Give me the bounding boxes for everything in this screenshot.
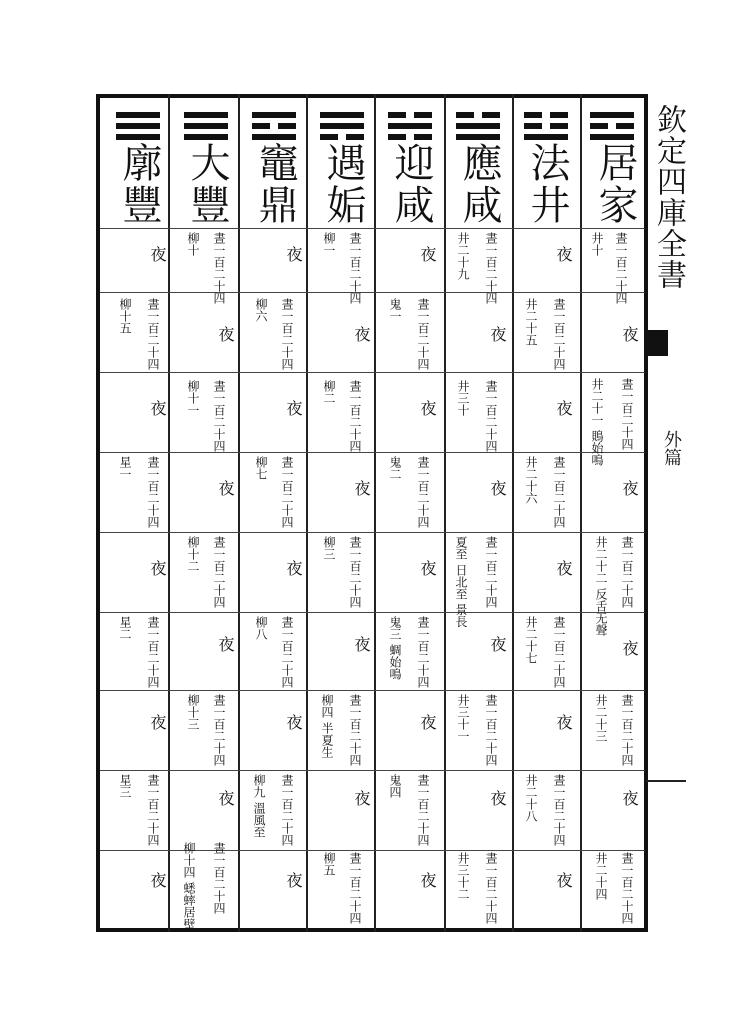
table-cell: 夜 bbox=[284, 560, 303, 576]
table-cell: 星三 bbox=[118, 774, 132, 798]
hexagram-icon bbox=[252, 112, 296, 145]
table-cell: 柳十三 bbox=[186, 694, 200, 730]
table-cell: 柳三 bbox=[322, 536, 336, 560]
table-cell: 井二十二 反舌无聲 bbox=[594, 536, 608, 636]
table-cell: 柳四 半夏生 bbox=[320, 694, 334, 758]
row-rule bbox=[100, 228, 645, 229]
table-cell: 夜 bbox=[148, 872, 167, 888]
table-cell: 柳九 溫風至 bbox=[252, 774, 266, 838]
gua-name: 法井 bbox=[524, 142, 570, 226]
table-cell: 晝一百二十四 bbox=[146, 456, 160, 528]
gua-name: 遇姤 bbox=[320, 142, 366, 226]
table-cell: 夜 bbox=[352, 480, 371, 496]
table-cell: 夜 bbox=[620, 790, 639, 806]
table-cell: 星二 bbox=[118, 616, 132, 640]
table-cell: 夜 bbox=[284, 714, 303, 730]
table-cell: 鬼三 蜩始鳴 bbox=[388, 616, 402, 680]
table-cell: 晝一百二十四 bbox=[620, 378, 634, 450]
column-divider bbox=[306, 94, 308, 932]
table-cell: 柳五 bbox=[322, 852, 336, 876]
table-cell: 晝一百二十四 bbox=[484, 380, 498, 452]
table-cell: 晝一百二十四 bbox=[620, 694, 634, 766]
table-cell: 夜 bbox=[554, 400, 573, 416]
row-rule bbox=[100, 372, 645, 373]
row-rule bbox=[100, 532, 645, 533]
table-cell: 鬼二 bbox=[388, 456, 402, 480]
hexagram-icon bbox=[388, 112, 432, 145]
table-cell: 晝一百二十四 bbox=[146, 616, 160, 688]
table-cell: 鬼一 bbox=[388, 298, 402, 322]
table-cell: 夜 bbox=[352, 790, 371, 806]
book-title: 欽定四庫全書 bbox=[651, 104, 686, 290]
table-cell: 星一 bbox=[118, 456, 132, 480]
table-cell: 井二十五 bbox=[524, 298, 538, 346]
table-cell: 夜 bbox=[284, 400, 303, 416]
table-cell: 晝一百二十四 bbox=[348, 536, 362, 608]
table-cell: 夜 bbox=[148, 560, 167, 576]
table-cell: 柳一 bbox=[322, 232, 336, 256]
table-cell: 晝一百二十四 bbox=[212, 380, 226, 452]
table-cell: 晝一百二十四 bbox=[484, 694, 498, 766]
table-cell: 夜 bbox=[620, 326, 639, 342]
table-cell: 晝一百二十四 bbox=[484, 536, 498, 608]
table-cell: 晝一百二十四 bbox=[484, 852, 498, 924]
table-cell: 柳十五 bbox=[118, 298, 132, 334]
table-cell: 柳十二 bbox=[186, 536, 200, 572]
row-rule bbox=[100, 452, 645, 453]
table-cell: 晝一百二十四 bbox=[416, 456, 430, 528]
column-divider bbox=[512, 94, 514, 932]
table-cell: 夜 bbox=[488, 790, 507, 806]
row-rule bbox=[100, 770, 645, 771]
table-cell: 夜 bbox=[554, 872, 573, 888]
hexagram-icon bbox=[116, 112, 160, 145]
table-cell: 晝一百二十四 bbox=[280, 456, 294, 528]
table-cell: 夜 bbox=[418, 560, 437, 576]
table-cell: 井二十七 bbox=[524, 616, 538, 664]
table-cell: 井三十 bbox=[456, 380, 470, 416]
gua-name: 迎咸 bbox=[388, 142, 434, 226]
table-cell: 井十 bbox=[590, 232, 604, 256]
hexagram-icon bbox=[590, 112, 634, 145]
table-cell: 柳二 bbox=[322, 380, 336, 404]
column-divider bbox=[374, 94, 376, 932]
table-cell: 晝一百二十四 bbox=[212, 536, 226, 608]
table-cell: 柳六 bbox=[254, 298, 268, 322]
table-cell: 晝一百二十四 bbox=[348, 380, 362, 452]
gua-name: 應咸 bbox=[456, 142, 502, 226]
table-cell: 晝一百二十四 bbox=[212, 842, 226, 914]
table-cell: 夜 bbox=[554, 246, 573, 262]
table-cell: 晝一百二十四 bbox=[614, 232, 628, 304]
table-cell: 夜 bbox=[488, 326, 507, 342]
table-cell: 夜 bbox=[620, 640, 639, 656]
column-divider bbox=[444, 94, 446, 932]
table-cell: 晝一百二十四 bbox=[280, 616, 294, 688]
table-cell: 井二十六 bbox=[524, 456, 538, 504]
table-cell: 晝一百二十四 bbox=[620, 852, 634, 924]
column-divider bbox=[580, 94, 582, 932]
table-cell: 井二十一 鵙始鳴 bbox=[590, 378, 604, 466]
table-cell: 柳十四 蟋蟀居壁 bbox=[182, 842, 196, 930]
table-cell: 晝一百二十四 bbox=[552, 774, 566, 846]
table-cell: 夜 bbox=[418, 714, 437, 730]
table-cell: 夜 bbox=[284, 872, 303, 888]
table-cell: 晝一百二十四 bbox=[416, 298, 430, 370]
table-cell: 柳八 bbox=[254, 616, 268, 640]
gua-name: 廓豐 bbox=[116, 142, 162, 226]
table-cell: 晝一百二十四 bbox=[146, 774, 160, 846]
table-cell: 夜 bbox=[418, 246, 437, 262]
table-cell: 晝一百二十四 bbox=[212, 232, 226, 304]
table-cell: 夏至 日北至 景長 bbox=[454, 536, 468, 628]
table-cell: 夜 bbox=[216, 636, 235, 652]
table-cell: 晝一百二十四 bbox=[280, 774, 294, 846]
fish-tail-mark bbox=[646, 330, 668, 356]
table-cell: 夜 bbox=[216, 326, 235, 342]
table-cell: 柳十一 bbox=[186, 380, 200, 416]
table-cell: 井二十八 bbox=[524, 774, 538, 822]
table-cell: 夜 bbox=[488, 636, 507, 652]
hexagram-icon bbox=[320, 112, 364, 145]
hexagram-icon bbox=[524, 112, 568, 145]
row-rule bbox=[100, 612, 645, 613]
table-cell: 井三十二 bbox=[456, 852, 470, 900]
table-cell: 夜 bbox=[418, 872, 437, 888]
table-cell: 晝一百二十四 bbox=[620, 536, 634, 608]
table-cell: 鬼四 bbox=[388, 774, 402, 798]
table-cell: 夜 bbox=[488, 480, 507, 496]
table-cell: 夜 bbox=[148, 246, 167, 262]
table-cell: 晝一百二十四 bbox=[416, 774, 430, 846]
table-cell: 晝一百二十四 bbox=[348, 232, 362, 304]
table-cell: 晝一百二十四 bbox=[552, 616, 566, 688]
margin-rule bbox=[646, 780, 686, 782]
table-cell: 井二十四 bbox=[594, 852, 608, 900]
row-rule bbox=[100, 690, 645, 691]
table-cell: 晝一百二十四 bbox=[212, 694, 226, 766]
table-cell: 晝一百二十四 bbox=[484, 232, 498, 304]
table-cell: 柳十 bbox=[186, 232, 200, 256]
table-cell: 井二十九 bbox=[456, 232, 470, 280]
table-cell: 井二十三 bbox=[594, 694, 608, 742]
table-cell: 晝一百二十四 bbox=[348, 694, 362, 766]
row-rule bbox=[100, 292, 645, 293]
table-cell: 晝一百二十四 bbox=[552, 456, 566, 528]
column-divider bbox=[238, 94, 240, 932]
table-cell: 夜 bbox=[148, 714, 167, 730]
table-cell: 井三十一 bbox=[456, 694, 470, 742]
table-cell: 晝一百二十四 bbox=[348, 852, 362, 924]
table-cell: 夜 bbox=[620, 480, 639, 496]
column-divider bbox=[168, 94, 170, 932]
table-cell: 夜 bbox=[284, 246, 303, 262]
table-cell: 柳七 bbox=[254, 456, 268, 480]
table-cell: 晝一百二十四 bbox=[146, 298, 160, 370]
table-cell: 夜 bbox=[554, 560, 573, 576]
table-cell: 晝一百二十四 bbox=[416, 616, 430, 688]
table-cell: 夜 bbox=[418, 400, 437, 416]
section-note: 外篇 bbox=[661, 430, 682, 466]
gua-name: 竈鼎 bbox=[252, 142, 298, 226]
hexagram-icon bbox=[456, 112, 500, 145]
table-cell: 夜 bbox=[216, 480, 235, 496]
table-cell: 夜 bbox=[216, 790, 235, 806]
table-cell: 夜 bbox=[352, 326, 371, 342]
table-cell: 晝一百二十四 bbox=[280, 298, 294, 370]
table-cell: 夜 bbox=[148, 400, 167, 416]
hexagram-icon bbox=[184, 112, 228, 145]
table-cell: 晝一百二十四 bbox=[552, 298, 566, 370]
gua-name: 居家 bbox=[592, 142, 638, 226]
table-cell: 夜 bbox=[554, 714, 573, 730]
gua-name: 大豐 bbox=[184, 142, 230, 226]
table-cell: 夜 bbox=[352, 636, 371, 652]
